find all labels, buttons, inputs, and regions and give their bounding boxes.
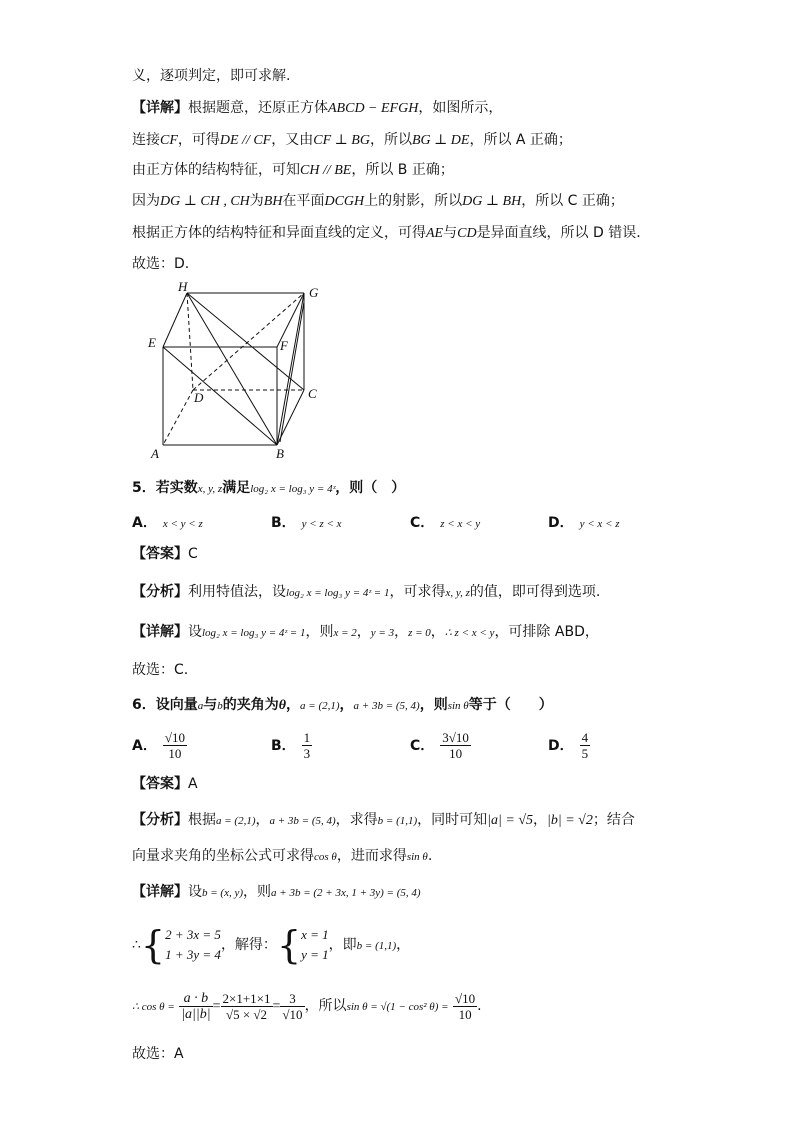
vertex-label-E: E [148,335,156,350]
equation: 1 + 3y = 4 [165,947,221,962]
option-label: C． [410,737,435,754]
q6-option-c [410,730,471,761]
q5-answer [132,544,198,564]
intro-line-6 [132,223,641,244]
text: ，则（ ） [335,480,406,496]
q6-option-b [271,730,312,761]
text: 等于（ ） [468,697,553,713]
math: log₂ x = log₃ y = 4ᶻ = 1 [286,587,390,599]
text: ，所以 C 正确； [521,193,624,209]
vertex-label-C: C [308,386,317,401]
text: 在平面 [282,193,325,209]
text: ，所以 B 正确； [351,162,454,178]
equation: y = 1 [301,947,329,962]
option-text: y < z < x [301,518,342,530]
equation: x = 1 [301,927,329,942]
option-label: D． [548,515,574,531]
text: ；结合 [592,812,635,828]
text: 由正方体的结构特征，可知 [132,162,300,178]
q6-number: 6． [132,697,156,713]
q5-analysis [132,582,600,603]
q5-final [132,660,188,680]
q5-option-b [271,512,342,532]
answer-value: C [188,546,198,562]
math: x = 2 [333,627,357,639]
text: ，则 [243,884,272,900]
left-brace: { [140,923,166,967]
math: CD [457,226,477,241]
q5-option-d [548,512,620,532]
edge-EH [163,293,187,347]
option-label: B． [271,515,296,531]
text: ，所以 [304,998,347,1014]
math: BG ⊥ DE [411,133,470,148]
left-brace: { [276,923,302,967]
intro-line-5 [132,191,624,212]
numerator: √10 [164,730,185,745]
math: a [197,700,204,712]
option-label: D． [548,737,574,754]
answer-value: A [188,776,198,792]
denominator: 10 [458,1006,472,1022]
denominator: 10 [168,746,182,761]
text: ，解得： [220,937,277,953]
math: a + 3b = (2 + 3x, 1 + 3y) = (5, 4) [271,887,421,899]
numerator: 3 [280,991,304,1007]
intro-line-1 [132,66,290,86]
math: DE // CF [219,133,272,148]
denominator: √5 × √2 [225,1006,268,1022]
option-fraction [302,730,313,761]
q6-final [132,1044,184,1064]
math: CF ⊥ BG [313,133,370,148]
option-label: A． [132,515,157,531]
math: b [217,700,223,712]
math: sin θ = √(1 − cos² θ) = [346,1001,449,1013]
diag-HB [187,293,277,445]
math: θ [278,698,287,713]
text: . [427,848,433,864]
math: CF [160,133,178,148]
math: a = (2,1) [300,700,340,712]
text: 因为 [132,193,160,209]
intro-line-4 [132,160,454,181]
text: 连接 [132,132,160,148]
vertex-label-F: F [280,338,288,353]
text: 与 [203,697,218,713]
option-text: y < x < z [579,518,620,530]
numerator: 1 [303,730,311,745]
option-text: z < x < y [440,518,481,530]
text: ，可求得 [389,584,446,600]
math: sin θ [447,700,469,712]
q6-analysis-line-2 [132,846,432,867]
q6-cos-line: ∴ cos θ = $\frac{a \cdot b}{|a||b|}$ = $\frac{2\times 1+1\times 1}{√5 \times √2}$ = $\frac{3}{√10}$ ，所以sin θ = √(1 − cos² θ) = $\frac{√10}{10}$ . [132,990,482,1022]
answer-tag: 【答案】 [132,776,188,792]
cube-figure [140,280,340,465]
math: log₂ x = log₃ y = 4ᶻ [250,483,336,495]
q6-title: 6．设向量a与b的夹角为θ，a = (2,1)，a + 3b = (5, 4)，则sin θ等于（ ） [132,697,553,713]
math: log₂ x = log₃ y = 4ᶻ = 1 [202,627,306,639]
option-fraction [163,730,187,761]
math: DG ⊥ CH , CH [160,194,250,209]
equation-system-2 [301,925,329,965]
text: 故选：D. [132,256,190,272]
text: 的值，即可得到选项. [469,584,601,600]
text: ，求得 [335,812,378,828]
text: ，可排除 ABD， [494,624,599,640]
text: 与 [443,225,458,241]
text: 利用特值法，设 [188,584,286,600]
denominator: 5 [581,746,589,761]
math: DG ⊥ BH [462,194,522,209]
intro-line-3 [132,130,572,151]
text: 向量求夹角的坐标公式可求得 [132,848,314,864]
detail-tag: 【详解】 [132,100,188,116]
intro-final [132,254,189,274]
option-fraction [440,730,471,761]
option-fraction [580,730,591,761]
vertex-label-G: G [309,285,319,300]
math: cos θ [314,851,337,863]
option-text: x < y < z [162,518,203,530]
text: 是异面直线，所以 D 错误. [476,225,641,241]
math: b = (1,1) [377,815,418,827]
text: ，则 [305,624,334,640]
diag-GB-inner [280,302,304,442]
fraction [453,991,477,1022]
text: ，进而求得 [336,848,407,864]
math: ∴ z < x < y [444,627,495,639]
math: z = 0 [408,627,431,639]
q6-answer [132,774,198,794]
text: 上的射影，所以 [364,193,463,209]
text: ，可得 [177,132,220,148]
edge-HD [187,293,193,390]
text: 满足 [222,480,251,496]
text: ，如图所示， [418,100,503,116]
math: BH [263,194,283,209]
math: DCGH [324,194,365,209]
text: 设 [188,624,202,640]
option-label: A． [132,737,157,754]
text: 故选：A [132,1046,184,1062]
q5-option-a [132,512,203,532]
text: ，则 [419,697,448,713]
detail-tag: 【详解】 [132,884,188,900]
numerator: a · b [179,991,212,1007]
text: 设向量 [155,697,198,713]
text: ，即 [328,937,357,953]
math: x, y, z [445,587,470,599]
math: y = 3 [370,627,395,639]
text: 若实数 [155,480,198,496]
math: sin θ [406,851,428,863]
math: ABCD − EFGH [328,101,419,116]
q6-system [132,922,410,968]
equation: 2 + 3x = 5 [165,927,221,942]
detail-tag: 【详解】 [132,624,188,640]
math: a = (2,1) [216,815,256,827]
diag-EB [163,347,277,445]
text: 根据正方体的结构特征和异面直线的定义，可得 [132,225,426,241]
denominator: |a||b| [181,1006,211,1022]
numerator: 3√10 [442,730,469,745]
therefore-symbol: ∴ [132,938,141,953]
fraction [280,991,304,1022]
math: a + 3b = (5, 4) [269,815,336,827]
analysis-tag: 【分析】 [132,812,188,828]
math: ∴ cos θ = [132,1001,175,1013]
q6-option-a [132,730,187,761]
math: a + 3b = (5, 4) [353,700,420,712]
equation-system-1 [165,925,221,965]
fraction [221,991,273,1022]
math: CH // BE [300,163,352,178]
math: |b| = √2 [547,813,593,828]
answer-tag: 【答案】 [132,546,188,562]
math: x, y, z [197,483,223,495]
numerator: √10 [455,990,476,1006]
text: ，同时可知 [417,812,488,828]
text: 根据 [188,812,216,828]
text: 为 [249,193,264,209]
text: 根据题意，还原正方体 [188,100,328,116]
denominator: 3 [303,746,311,761]
vertex-label-H: H [178,280,188,294]
q5-number: 5． [132,480,156,496]
q5-detail: 【详解】设log₂ x = log₃ y = 4ᶻ = 1，则x = 2，y = 3，z = 0，∴ z < x < y，可排除 ABD， [132,624,599,640]
vertex-label-B: B [276,446,284,461]
intro-detail-line [132,98,502,119]
option-label: C． [410,515,435,531]
text: ，所以 A 正确； [469,132,572,148]
analysis-tag: 【分析】 [132,584,188,600]
text: . [477,998,482,1014]
fraction [179,991,212,1022]
text: ，所以 [369,132,412,148]
numerator: 2×1+1×1 [222,990,271,1006]
text: 故选：C. [132,662,189,678]
math: b = (1,1) [356,940,397,952]
edge-DA [163,390,193,445]
q6-analysis: 【分析】根据a = (2,1)，a + 3b = (5, 4)，求得b = (1,1)，同时可知|a| = √5，|b| = √2；结合 [132,812,635,828]
diag-GB [277,293,304,445]
vertex-label-A: A [151,446,159,461]
q6-option-d [548,730,590,761]
denominator: 10 [449,746,463,761]
denominator: √10 [282,1006,303,1022]
text: ，又由 [271,132,314,148]
q5-title [132,478,405,499]
q6-detail [132,882,421,903]
text: 义，逐项判定，即可求解. [132,68,291,84]
vertex-label-D: D [194,390,204,405]
text: ， [396,937,411,953]
text: 设 [188,884,202,900]
math: |a| = √5 [487,813,533,828]
q5-option-c [410,512,480,532]
option-label: B． [271,737,296,754]
numerator: 4 [581,730,589,745]
text: 的夹角为 [222,697,279,713]
math: AE [426,226,444,241]
math: b = (x, y) [202,887,244,899]
